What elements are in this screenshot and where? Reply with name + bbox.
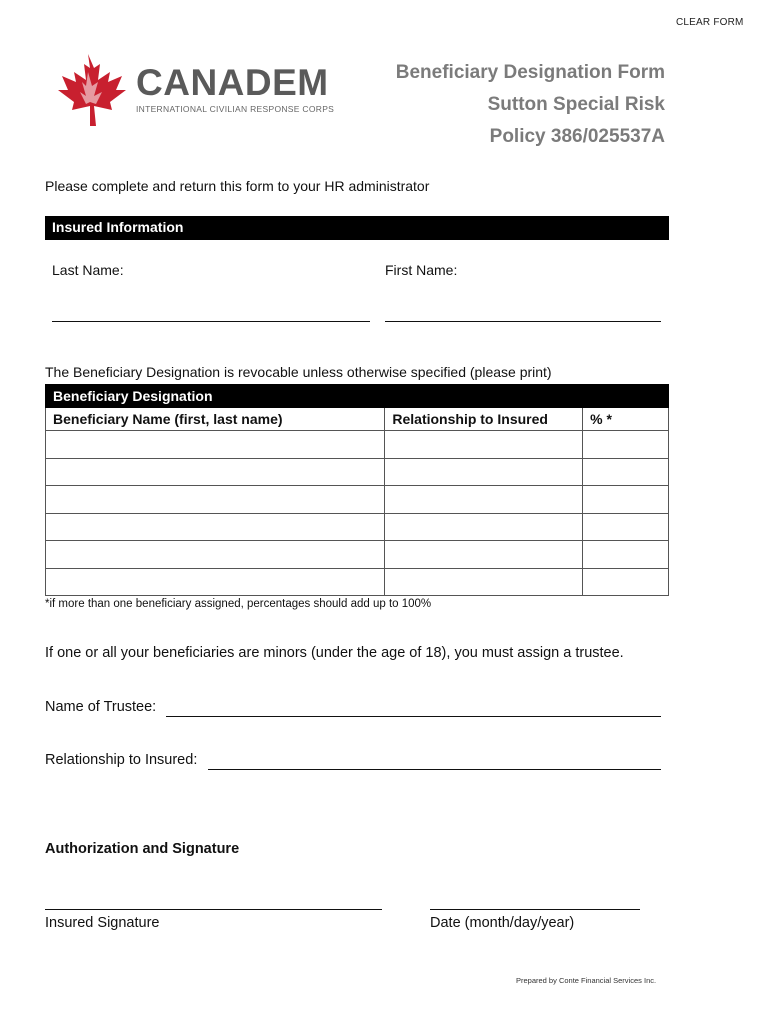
form-title: Beneficiary Designation Form	[395, 62, 665, 83]
first-name-line	[385, 320, 661, 322]
form-subtitle-insurer: Sutton Special Risk	[487, 94, 665, 115]
percent-cell[interactable]	[583, 541, 669, 569]
column-header-name: Beneficiary Name (first, last name)	[46, 408, 385, 431]
logo-wordmark: CANADEM	[136, 62, 329, 103]
table-row	[46, 458, 669, 486]
clear-form-button[interactable]: CLEAR FORM	[676, 17, 744, 28]
logo-tagline: INTERNATIONAL CIVILIAN RESPONSE CORPS	[136, 104, 335, 114]
percent-cell[interactable]	[583, 458, 669, 486]
trustee-name-label: Name of Trustee:	[45, 699, 157, 715]
relationship-cell[interactable]	[385, 486, 583, 514]
last-name-line	[52, 320, 370, 322]
form-subtitle-policy: Policy 386/025537A	[489, 126, 665, 147]
relationship-cell[interactable]	[385, 513, 583, 541]
trustee-name-line	[166, 715, 661, 717]
trustee-relationship-input[interactable]	[208, 750, 661, 768]
beneficiary-name-cell[interactable]	[46, 431, 385, 459]
date-line[interactable]	[430, 908, 640, 910]
beneficiary-name-cell[interactable]	[46, 458, 385, 486]
prepared-by-footer: Prepared by Conte Financial Services Inc.	[516, 976, 657, 985]
relationship-cell[interactable]	[385, 541, 583, 569]
maple-leaf-icon	[50, 52, 140, 128]
trustee-name-input[interactable]	[166, 697, 661, 715]
relationship-cell[interactable]	[385, 568, 583, 596]
signature-label: Insured Signature	[45, 915, 160, 931]
trustee-relationship-label: Relationship to Insured:	[45, 752, 198, 768]
relationship-cell[interactable]	[385, 431, 583, 459]
beneficiary-name-cell[interactable]	[46, 568, 385, 596]
table-row	[46, 513, 669, 541]
minors-note: If one or all your beneficiaries are minors (under the age of 18), you must assign a trustee.	[45, 645, 624, 661]
revocable-note: The Beneficiary Designation is revocable unless otherwise specified (please print)	[45, 364, 552, 380]
table-row	[46, 431, 669, 459]
last-name-input[interactable]	[52, 302, 370, 320]
column-header-relationship: Relationship to Insured	[385, 408, 583, 431]
beneficiary-name-cell[interactable]	[46, 486, 385, 514]
insured-section-header: Insured Information	[45, 216, 669, 240]
beneficiary-name-cell[interactable]	[46, 541, 385, 569]
table-row	[46, 541, 669, 569]
relationship-cell[interactable]	[385, 458, 583, 486]
table-row	[46, 568, 669, 596]
column-header-percent: % *	[583, 408, 669, 431]
percent-cell[interactable]	[583, 486, 669, 514]
authorization-heading: Authorization and Signature	[45, 841, 240, 857]
first-name-input[interactable]	[385, 302, 661, 320]
percentage-footnote: *if more than one beneficiary assigned, percentages should add up to 100%	[45, 598, 432, 610]
percent-cell[interactable]	[583, 431, 669, 459]
percent-cell[interactable]	[583, 568, 669, 596]
table-row	[46, 486, 669, 514]
date-label: Date (month/day/year)	[430, 915, 575, 931]
first-name-label: First Name:	[385, 262, 458, 278]
percent-cell[interactable]	[583, 513, 669, 541]
signature-line[interactable]	[45, 908, 382, 910]
trustee-relationship-line	[208, 768, 661, 770]
beneficiary-table	[45, 384, 669, 596]
beneficiary-name-cell[interactable]	[46, 513, 385, 541]
last-name-label: Last Name:	[52, 262, 124, 278]
instruction-text: Please complete and return this form to your HR administrator	[45, 178, 430, 194]
beneficiary-section-header: Beneficiary Designation	[46, 385, 669, 408]
